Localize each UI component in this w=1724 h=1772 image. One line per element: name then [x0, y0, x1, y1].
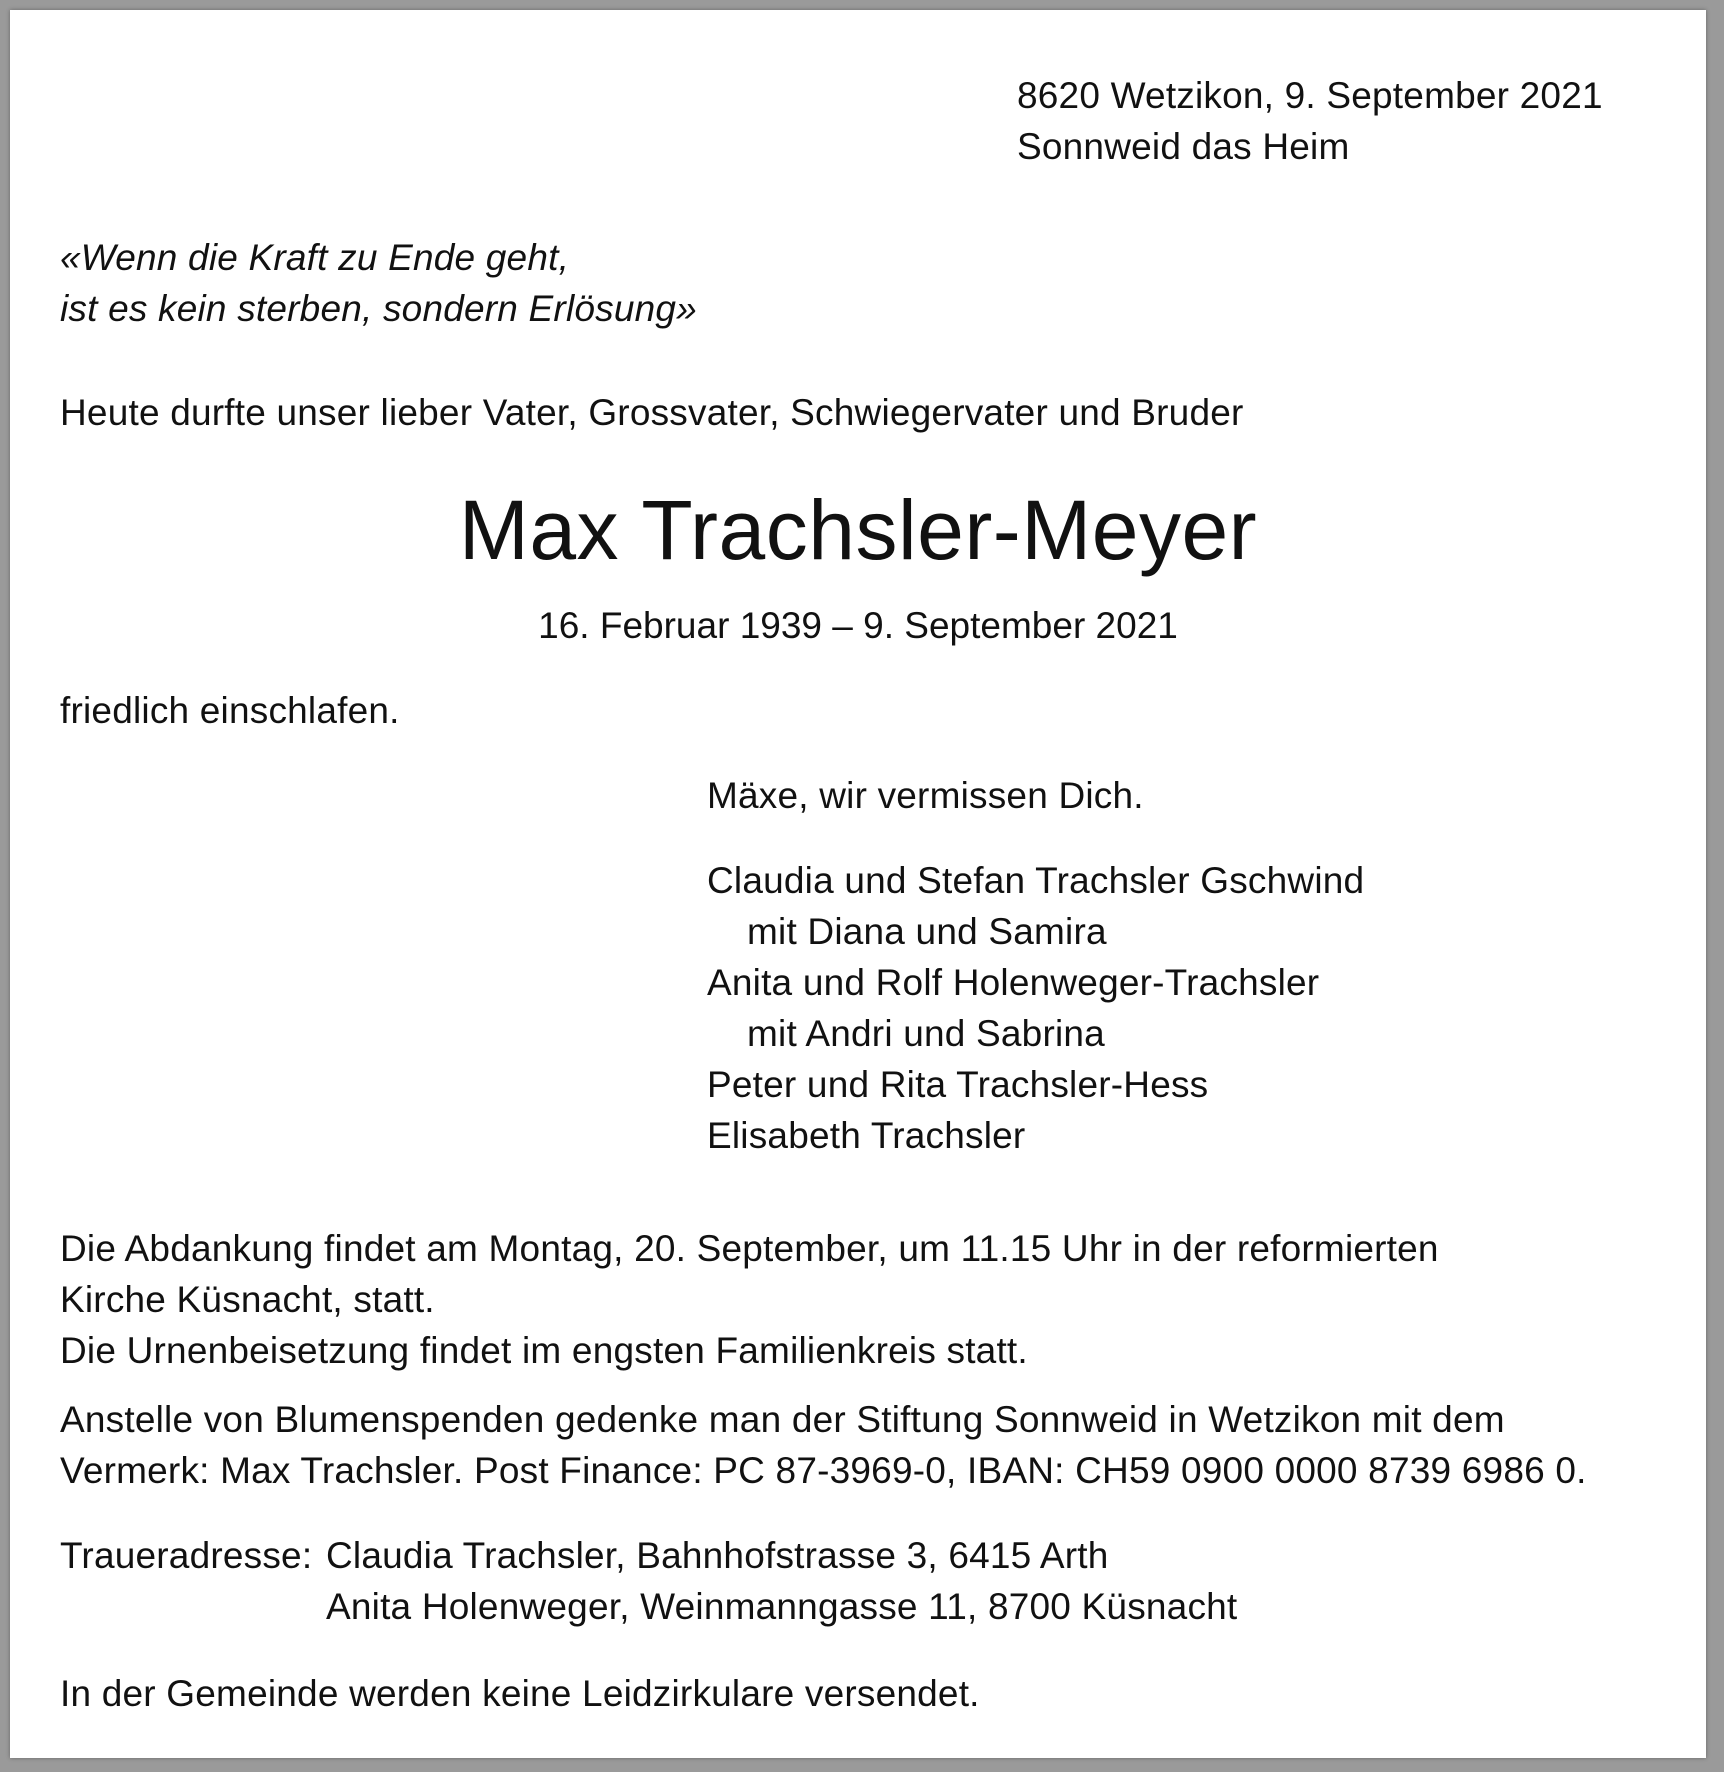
institution-line: Sonnweid das Heim	[1017, 126, 1350, 167]
family-list	[707, 855, 1364, 1161]
place-and-date	[1017, 70, 1603, 172]
quote-line-2: ist es kein sterben, sondern Erlösung»	[60, 288, 697, 329]
obituary-page	[10, 10, 1706, 1758]
family-member-children: mit Andri und Sabrina	[747, 1013, 1105, 1054]
circular-notice: In der Gemeinde werden keine Leidzirkulare versendet.	[60, 1673, 980, 1714]
place-date-line: 8620 Wetzikon, 9. September 2021	[1017, 75, 1603, 116]
mourning-address-lines	[326, 1530, 1237, 1632]
mourning-address-line-2: Anita Holenweger, Weinmanngasse 11, 8700 Küsnacht	[326, 1586, 1238, 1627]
family-member: Elisabeth Trachsler	[707, 1115, 1026, 1156]
mourning-address-line-1: Claudia Trachsler, Bahnhofstrasse 3, 6415 Arth	[326, 1535, 1109, 1576]
epigraph-quote	[60, 232, 697, 334]
fell-asleep-text: friedlich einschlafen.	[60, 690, 400, 731]
donation-line-2: Vermerk: Max Trachsler. Post Finance: PC 87-3969-0, IBAN: CH59 0900 0000 8739 6986 0.	[60, 1450, 1587, 1491]
family-member-children: mit Diana und Samira	[747, 911, 1107, 952]
quote-line-1: «Wenn die Kraft zu Ende geht,	[60, 237, 570, 278]
donation-line-1: Anstelle von Blumenspenden gedenke man der Stiftung Sonnweid in Wetzikon mit dem	[60, 1399, 1505, 1440]
family-member: Anita und Rolf Holenweger-Trachsler	[707, 962, 1320, 1003]
funeral-line-2: Kirche Küsnacht, statt.	[60, 1279, 435, 1320]
farewell-text: Mäxe, wir vermissen Dich.	[707, 775, 1144, 816]
donation-info	[60, 1394, 1587, 1496]
life-dates: 16. Februar 1939 – 9. September 2021	[538, 605, 1178, 646]
mourning-address-label: Traueradresse:	[60, 1535, 313, 1576]
deceased-name: Max Trachsler-Meyer	[458, 483, 1258, 577]
family-member: Peter und Rita Trachsler-Hess	[707, 1064, 1209, 1105]
funeral-info	[60, 1223, 1439, 1376]
intro-text: Heute durfte unser lieber Vater, Grossvater, Schwiegervater und Bruder	[60, 392, 1244, 433]
family-member: Claudia und Stefan Trachsler Gschwind	[707, 860, 1365, 901]
funeral-line-3: Die Urnenbeisetzung findet im engsten Familienkreis statt.	[60, 1330, 1028, 1371]
funeral-line-1: Die Abdankung findet am Montag, 20. September, um 11.15 Uhr in der reformierten	[60, 1228, 1439, 1269]
